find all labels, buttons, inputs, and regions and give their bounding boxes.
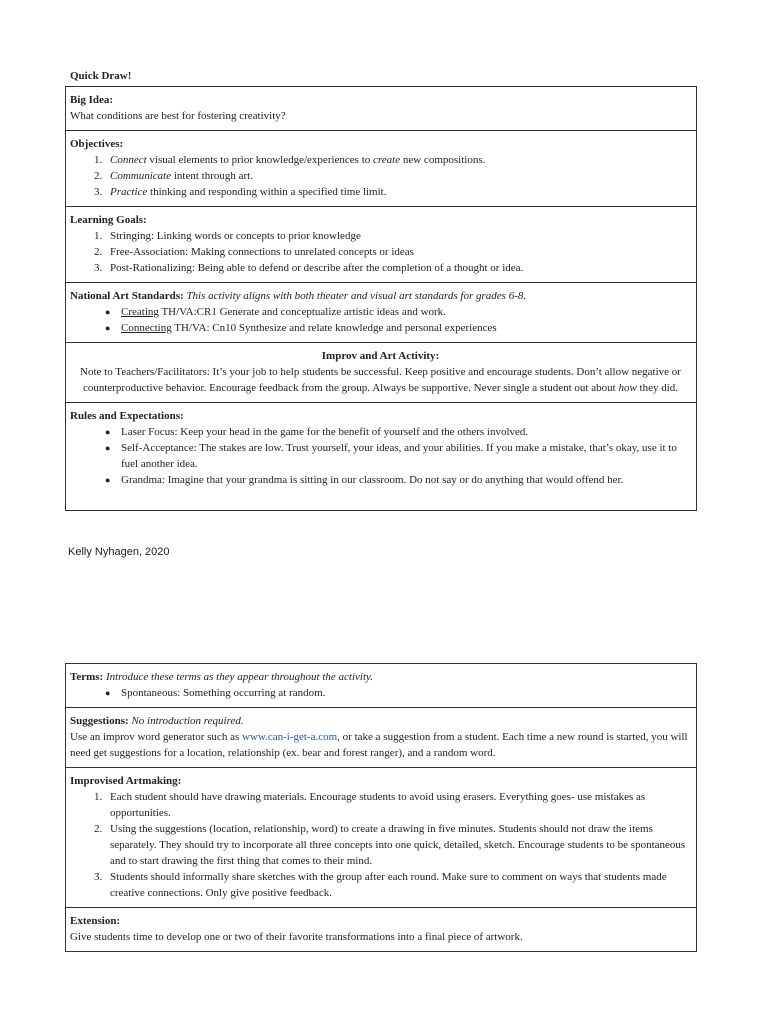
standard-item: ● Connecting TH/VA: Cn10 Synthesize and relate knowledge and personal experiences — [105, 320, 691, 336]
standards-header-line — [70, 288, 691, 304]
artmaking-heading: Improvised Artmaking: — [70, 775, 182, 787]
terms-heading: Terms: — [70, 671, 104, 683]
learning-goals-list — [70, 228, 691, 276]
rules-section — [66, 402, 696, 510]
suggestions-text: Use an improv word generator such as www.can-i-get-a.com, or take a suggestion from a student. Each time a new round is started, you will need get suggestions for a location, relationship (ex. bear and forest ranger), and a random word. — [70, 731, 688, 759]
standards-intro: This activity aligns with both theater and visual art standards for grades 6-8. — [186, 290, 527, 302]
rules-heading: Rules and Expectations: — [70, 410, 184, 422]
objective-item: 3. Practice thinking and responding within a specified time limit. — [105, 184, 691, 200]
learning-goals-section — [66, 206, 696, 282]
standards-section — [66, 282, 696, 342]
learning-goal-item: 3. Post-Rationalizing: Being able to defend or describe after the completion of a thought or idea. — [105, 260, 691, 276]
big-idea-text: What conditions are best for fostering creativity? — [70, 110, 286, 122]
standard-creating-link[interactable]: Creating — [121, 306, 159, 318]
improv-generator-link[interactable]: www.can-i-get-a.com — [241, 731, 338, 743]
terms-intro: Introduce these terms as they appear throughout the activity. — [105, 671, 374, 683]
extension-section — [66, 907, 696, 951]
learning-goals-heading: Learning Goals: — [70, 214, 147, 226]
objectives-section — [66, 130, 696, 206]
page-title: Quick Draw! — [70, 70, 132, 82]
terms-header-line — [70, 669, 691, 685]
objectives-list — [70, 152, 691, 200]
author-credit: Kelly Nyhagen, 2020 — [68, 546, 170, 558]
artmaking-list — [70, 789, 691, 901]
artmaking-item: 3. Students should informally share sketches with the group after each round. Make sure to comment on ways that students made creative connections. Only give positive feedback. — [105, 869, 691, 901]
standard-item: ● Creating TH/VA:CR1 Generate and conceptualize artistic ideas and work. — [105, 304, 691, 320]
objective-item: 1. Connect visual elements to prior knowledge/experiences to create new compositions. — [105, 152, 691, 168]
activity-heading: Improv and Art Activity: — [321, 350, 440, 362]
standards-heading: National Art Standards: — [70, 290, 184, 302]
big-idea-section — [66, 87, 696, 130]
suggestions-intro: No introduction required. — [131, 715, 244, 727]
rules-list — [70, 424, 691, 488]
term-item: ● Spontaneous: Something occurring at random. — [105, 685, 691, 701]
suggestions-heading: Suggestions: — [70, 715, 129, 727]
rule-item: ● Grandma: Imagine that your grandma is sitting in our classroom. Do not say or do anything that would offend her. — [105, 472, 691, 488]
suggestions-header-line — [70, 713, 691, 729]
activity-section — [66, 342, 696, 402]
artmaking-item: 1. Each student should have drawing materials. Encourage students to avoid using erasers. Everything goes- use mistakes as opportunities. — [105, 789, 691, 821]
learning-goal-item: 2. Free-Association: Making connections to unrelated concepts or ideas — [105, 244, 691, 260]
standard-connecting-link[interactable]: Connecting — [121, 322, 172, 334]
artmaking-item: 2. Using the suggestions (location, relationship, word) to create a drawing in five minutes. Students should not draw the items separately. They should try to incorporate all three concepts into one quick, detailed, sketch. Encourage students to be spontaneous and to start drawing the first thing that comes to their mind. — [105, 821, 691, 869]
lesson-table-2 — [65, 663, 697, 952]
extension-text: Give students time to develop one or two of their favorite transformations into a final piece of artwork. — [70, 931, 523, 943]
suggestions-section — [66, 707, 696, 767]
artmaking-section — [66, 767, 696, 907]
learning-goal-item: 1. Stringing: Linking words or concepts to prior knowledge — [105, 228, 691, 244]
rule-item: ● Laser Focus: Keep your head in the game for the benefit of yourself and the others involved. — [105, 424, 691, 440]
terms-list — [70, 685, 691, 701]
lesson-table-1 — [65, 86, 697, 511]
activity-text: Note to Teachers/Facilitators: It’s your job to help students be successful. Keep positive and encourage students. Don’t allow negative or counterproductive behavior. Encourage feedback from the group. Always be supportive. Never single a student out about how they did. — [80, 366, 681, 394]
terms-section — [66, 664, 696, 707]
standards-list — [70, 304, 691, 336]
rule-item: ● Self-Acceptance: The stakes are low. Trust yourself, your ideas, and your abilities. If you make a mistake, that’s okay, use it to fuel another idea. — [105, 440, 691, 472]
objectives-heading: Objectives: — [70, 138, 124, 150]
objective-item: 2. Communicate intent through art. — [105, 168, 691, 184]
big-idea-heading: Big Idea: — [70, 94, 114, 106]
extension-heading: Extension: — [70, 915, 121, 927]
